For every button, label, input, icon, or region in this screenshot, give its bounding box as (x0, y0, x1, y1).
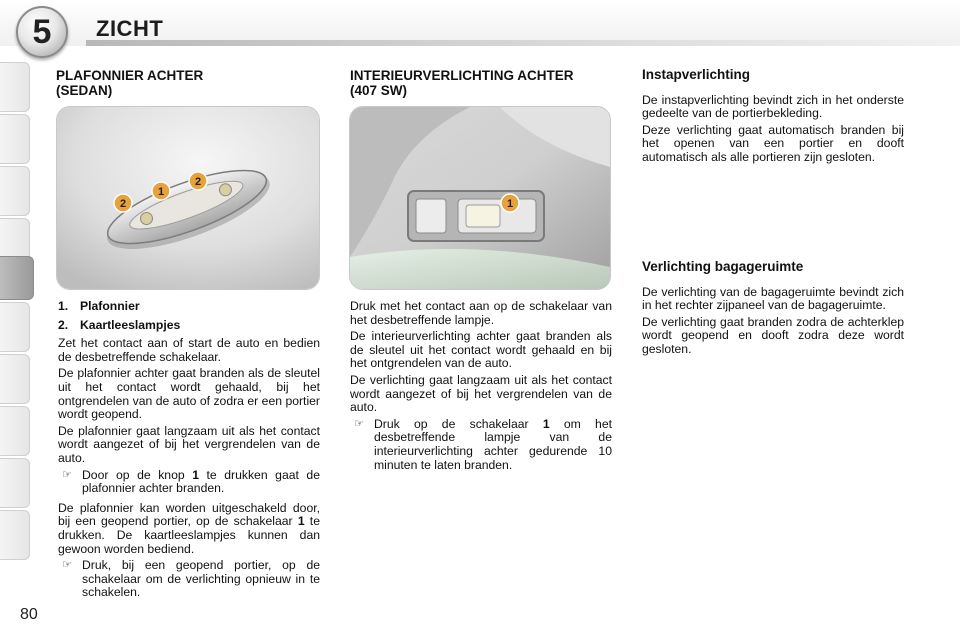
chapter-title: ZICHT (96, 16, 164, 41)
paragraph: De verlichting van de bagageruimte bevindt zich in het rechter zijpaneel van de bagageruimte. (642, 284, 904, 313)
chapter-number-badge: 5 (16, 6, 68, 58)
section-title-verlichting-bagageruimte: Verlichting bagageruimte (642, 259, 804, 274)
paragraph: De plafonnier achter gaat branden als de sleutel uit het contact wordt gehaald, bij het ontgrendelen van de auto of zodra er een portier wordt geopend. (58, 366, 320, 422)
paragraph: De interieurverlichting achter gaat branden als de sleutel uit het contact wordt gehaald en bij het ontgrendelen van de auto. (350, 329, 612, 371)
paragraph: De instapverlichting bevindt zich in het onderste gedeelte van de portierbekleding. (642, 92, 904, 121)
callout-label-2-left: 2 (119, 198, 127, 210)
paragraph-part: te drukken. De kaartleeslampjes kunnen dan gewoon worden bediend. (58, 514, 320, 556)
callout-label-1: 1 (157, 186, 165, 198)
bullet-text: Druk, bij een geopend portier, op de schakelaar om de verlichting opnieuw in te schakelen. (82, 558, 320, 600)
rear-ceiling-lamp-illustration (57, 107, 319, 289)
finger-pointer-icon: ☞ (62, 559, 72, 572)
bullet-text-part: om het desbetreffende lampje van de interieurverlichting achter gedurende 10 minuten te laten branden. (374, 416, 612, 472)
chapter-tab-5-active[interactable] (0, 256, 34, 300)
chapter-tab-10[interactable] (0, 510, 30, 560)
bullet-text-part: Door op de knop (82, 467, 193, 482)
bullet-text-part: te drukken gaat de plafonnier achter branden. (82, 467, 320, 496)
chapter-tab-6[interactable] (0, 302, 30, 352)
instruction-bullet (58, 469, 320, 496)
legend-list (58, 300, 320, 332)
chapter-tab-8[interactable] (0, 406, 30, 456)
legend-number: 2. (58, 317, 69, 332)
finger-pointer-icon: ☞ (354, 417, 364, 430)
rear-interior-lamp-photo (349, 106, 611, 290)
page-number: 80 (20, 606, 38, 623)
paragraph-bold: 1 (297, 514, 305, 529)
paragraph (58, 502, 320, 556)
bullet-text-bold: 1 (192, 467, 199, 482)
legend-number: 1. (58, 299, 69, 313)
callout-label-2-right: 2 (194, 176, 202, 188)
bullet-text-part: Druk op de schakelaar (374, 416, 543, 431)
chapter-tab-3[interactable] (0, 166, 30, 216)
paragraph: Deze verlichting gaat automatisch branden bij het openen van een portier en dooft automatisch als alle portieren zijn gesloten. (642, 122, 904, 164)
right-column-section-2 (642, 260, 904, 360)
finger-pointer-icon: ☞ (62, 468, 72, 481)
chapter-tab-9[interactable] (0, 458, 30, 508)
section-title-plafonnier: PLAFONNIER ACHTER (SEDAN) (56, 68, 204, 98)
rear-ceiling-lamp-photo (56, 106, 320, 290)
left-column-text (58, 300, 320, 603)
paragraph: De plafonnier gaat langzaam uit als het contact wordt aangezet of bij het vergrendelen van de auto. (58, 423, 320, 465)
legend-item-1 (58, 300, 320, 314)
bullet-text (374, 418, 612, 472)
paragraph: Zet het contact aan of start de auto en bedien de desbetreffende schakelaar. (58, 336, 320, 364)
instruction-bullet (58, 559, 320, 600)
paragraph: Druk met het contact aan op de schakelaar van het desbetreffende lampje. (350, 299, 612, 327)
middle-column (350, 68, 612, 98)
bullet-text (82, 469, 320, 496)
callout-label-1: 1 (506, 198, 514, 210)
section-title-instapverlichting: Instapverlichting (642, 67, 751, 82)
paragraph: De verlichting gaat langzaam uit als het contact wordt aangezet of bij het vergrendelen van de auto. (350, 372, 612, 415)
instruction-bullet (350, 418, 612, 472)
chapter-tab-rail (0, 62, 36, 582)
left-column (56, 68, 320, 98)
right-column-section-1 (642, 68, 904, 168)
middle-column-text (350, 300, 612, 475)
header-rule (86, 40, 960, 46)
legend-item-2 (58, 319, 320, 333)
paragraph-part: De plafonnier kan worden uitgeschakeld door, bij een geopend portier, op de schakelaar (58, 500, 320, 529)
legend-label: Plafonnier (80, 299, 140, 313)
legend-label: Kaartleeslampjes (80, 317, 181, 332)
chapter-tab-2[interactable] (0, 114, 30, 164)
section-title-interieurverlichting: INTERIEURVERLICHTING ACHTER (407 SW) (350, 68, 574, 98)
rear-interior-lamp-illustration (350, 107, 610, 289)
paragraph: De verlichting gaat branden zodra de achterklep wordt geopend en dooft zodra deze wordt gesloten. (642, 314, 904, 356)
chapter-tab-7[interactable] (0, 354, 30, 404)
chapter-tab-1[interactable] (0, 62, 30, 112)
bullet-text-bold: 1 (542, 416, 550, 431)
